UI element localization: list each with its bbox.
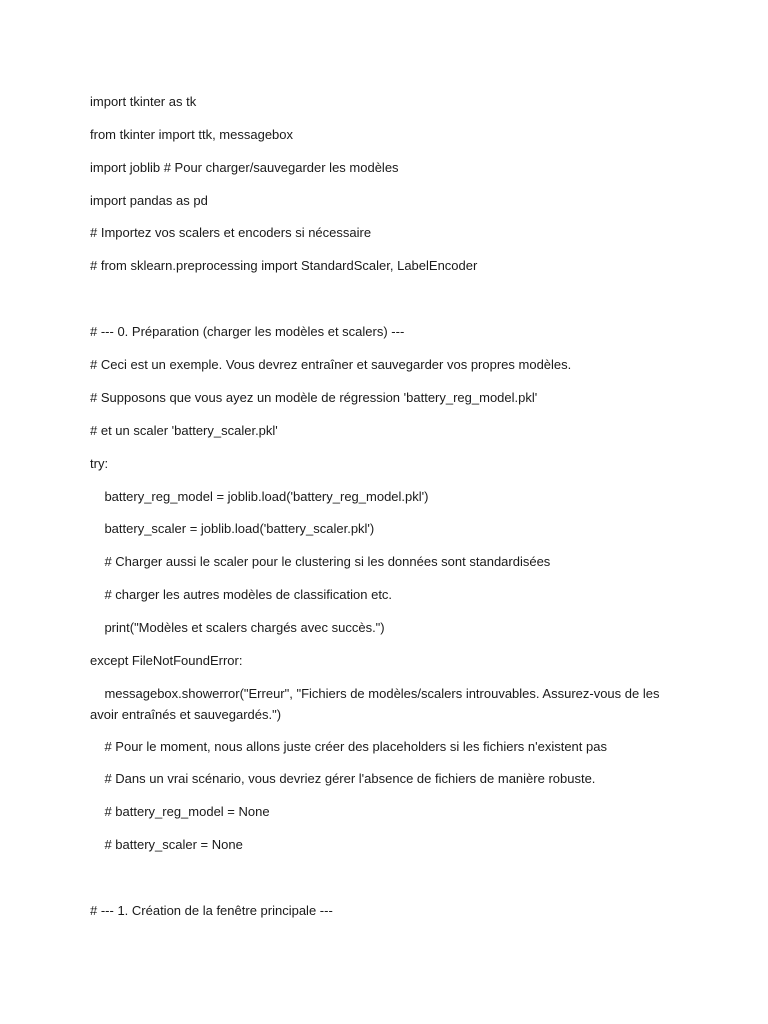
code-line: import pandas as pd	[90, 193, 208, 208]
code-line: print("Modèles et scalers chargés avec succès.")	[90, 620, 385, 635]
code-line: import joblib # Pour charger/sauvegarder les modèles	[90, 160, 399, 175]
code-line: # from sklearn.preprocessing import StandardScaler, LabelEncoder	[90, 258, 478, 273]
code-line: # --- 1. Création de la fenêtre principale ---	[90, 903, 333, 918]
code-line: # battery_reg_model = None	[90, 804, 270, 819]
code-line: import tkinter as tk	[90, 94, 197, 109]
code-line: battery_scaler = joblib.load('battery_scaler.pkl')	[90, 521, 375, 536]
code-line: # battery_scaler = None	[90, 837, 243, 852]
code-line: # charger les autres modèles de classification etc.	[90, 587, 393, 602]
code-line: # Dans un vrai scénario, vous devriez gérer l'absence de fichiers de manière robuste.	[90, 771, 596, 786]
code-line: battery_reg_model = joblib.load('battery_reg_model.pkl')	[90, 489, 429, 504]
code-line: # --- 0. Préparation (charger les modèles et scalers) ---	[90, 324, 405, 339]
code-line: # Pour le moment, nous allons juste créer des placeholders si les fichiers n'existent pas	[90, 739, 607, 754]
code-line: messagebox.showerror("Erreur", "Fichiers de modèles/scalers introuvables. Assurez-vous de les avoir entraînés et sauvegardés.")	[90, 686, 664, 722]
code-line: # Charger aussi le scaler pour le clustering si les données sont standardisées	[90, 554, 551, 569]
code-line: # et un scaler 'battery_scaler.pkl'	[90, 423, 278, 438]
code-line: # Ceci est un exemple. Vous devrez entraîner et sauvegarder vos propres modèles.	[90, 357, 572, 372]
code-line: from tkinter import ttk, messagebox	[90, 127, 294, 142]
code-line: # Supposons que vous ayez un modèle de régression 'battery_reg_model.pkl'	[90, 390, 538, 405]
code-line: try:	[90, 456, 109, 471]
code-line: except FileNotFoundError:	[90, 653, 243, 668]
code-line: # Importez vos scalers et encoders si nécessaire	[90, 225, 372, 240]
